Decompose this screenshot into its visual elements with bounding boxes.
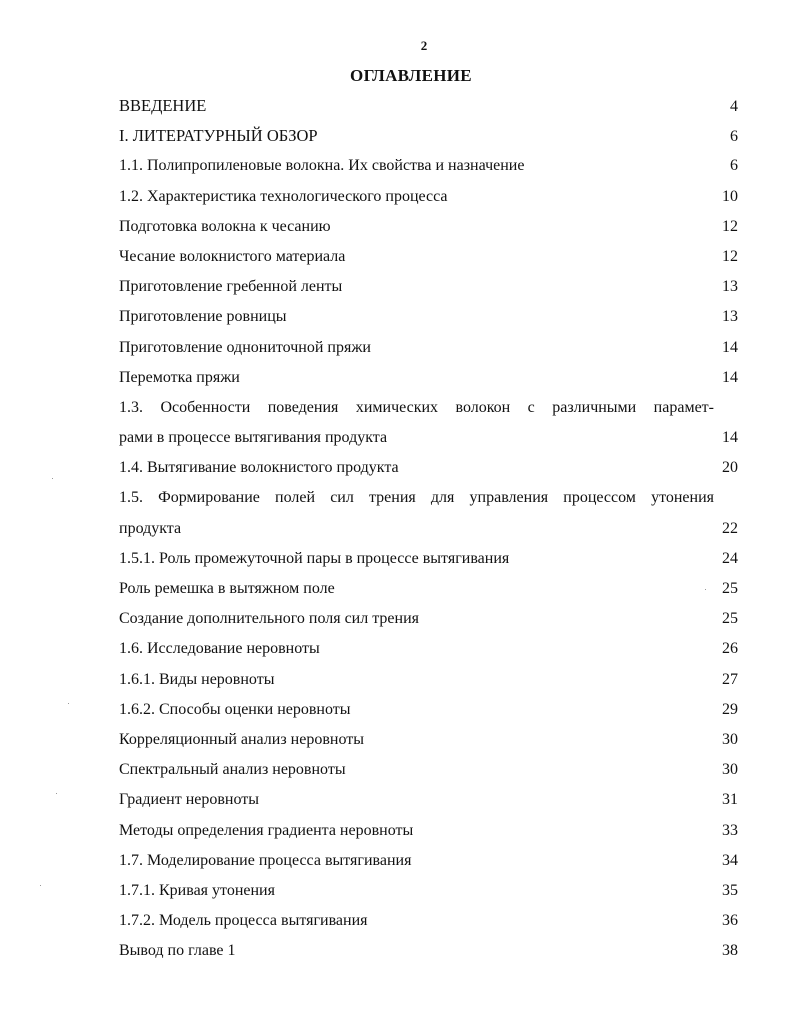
toc-entry-title: 1.7.1. Кривая утонения: [119, 881, 275, 899]
toc-entry-page: 14: [722, 338, 738, 356]
toc-row: [119, 544, 738, 574]
toc-row: [119, 91, 738, 121]
toc-entry-page: 30: [722, 761, 738, 779]
toc-row: [119, 302, 738, 332]
table-of-contents: [119, 91, 738, 966]
toc-entry-page: 38: [722, 942, 738, 960]
toc-entry-page: 10: [722, 187, 738, 205]
toc-entry-page: 29: [722, 700, 738, 718]
scan-speck: [68, 703, 69, 704]
toc-entry-title: 1.7. Моделирование процесса вытягивания: [119, 851, 412, 869]
toc-entry-page: 13: [722, 278, 738, 296]
toc-entry-title: Приготовление ровницы: [119, 308, 287, 326]
toc-entry-page: 22: [722, 519, 738, 537]
toc-entry-page: 27: [722, 670, 738, 688]
toc-entry-page: 12: [722, 247, 738, 265]
toc-row: [119, 604, 738, 634]
toc-row: [119, 695, 738, 725]
toc-row: [119, 333, 738, 363]
toc-row: [119, 936, 738, 966]
toc-row: [119, 393, 738, 423]
toc-entry-title: Градиент неровноты: [119, 791, 260, 809]
toc-entry-page: 14: [722, 429, 738, 447]
page-title: ОГЛАВЛЕНИЕ: [350, 66, 472, 85]
toc-row: [119, 151, 738, 181]
toc-entry-page: 6: [730, 157, 738, 175]
toc-entry-title: Методы определения градиента неровноты: [119, 821, 414, 839]
toc-entry-title: 1.7.2. Модель процесса вытягивания: [119, 912, 368, 930]
toc-entry-title: Приготовление гребенной ленты: [119, 278, 343, 296]
toc-row: [119, 182, 738, 212]
toc-entry-title: Спектральный анализ неровноты: [119, 761, 346, 779]
toc-entry-title: 1.3. Особенности поведения химических волокон с различными парамет-: [119, 398, 714, 416]
toc-entry-page: 14: [722, 368, 738, 386]
toc-entry-title: Корреляционный анализ неровноты: [119, 730, 364, 748]
toc-entry-page: 33: [722, 821, 738, 839]
toc-entry-title: рами в процессе вытягивания продукта: [119, 429, 388, 447]
toc-row: [119, 785, 738, 815]
toc-entry-title: 1.6.1. Виды неровноты: [119, 670, 275, 688]
toc-row: [119, 725, 738, 755]
toc-entry-page: 25: [722, 610, 738, 628]
toc-row: [119, 212, 738, 242]
scan-speck: [52, 478, 53, 479]
toc-row: [119, 906, 738, 936]
toc-row: [119, 876, 738, 906]
toc-row: [119, 514, 738, 544]
toc-entry-title: Вывод по главе 1: [119, 942, 236, 960]
toc-entry-page: 24: [722, 549, 738, 567]
toc-row: [119, 423, 738, 453]
toc-entry-page: 26: [722, 640, 738, 658]
toc-row: [119, 816, 738, 846]
toc-entry-title: Перемотка пряжи: [119, 368, 240, 386]
toc-entry-title: 1.1. Полипропиленовые волокна. Их свойства и назначение: [119, 157, 525, 175]
toc-entry-page: 6: [730, 128, 738, 146]
toc-row: [119, 363, 738, 393]
toc-entry-title: Чесание волокнистого материала: [119, 247, 346, 265]
toc-entry-page: 13: [722, 308, 738, 326]
scan-speck: [40, 885, 41, 886]
toc-entry-title: 1.5.1. Роль промежуточной пары в процессе вытягивания: [119, 549, 510, 567]
toc-entry-title: 1.2. Характеристика технологического процесса: [119, 187, 448, 205]
toc-row: [119, 483, 738, 513]
toc-row: [119, 453, 738, 483]
toc-entry-page: 31: [722, 791, 738, 809]
toc-entry-title: Подготовка волокна к чесанию: [119, 217, 331, 235]
toc-entry-page: 30: [722, 730, 738, 748]
toc-entry-title: продукта: [119, 519, 182, 537]
toc-entry-title: Роль ремешка в вытяжном поле: [119, 580, 335, 597]
toc-entry-page: 4: [730, 98, 738, 115]
toc-row: [119, 242, 738, 272]
toc-entry-page: 12: [722, 217, 738, 235]
toc-entry-title: 1.4. Вытягивание волокнистого продукта: [119, 459, 399, 477]
toc-row: [119, 121, 738, 151]
toc-row: [119, 272, 738, 302]
toc-entry-page: 34: [722, 851, 738, 869]
toc-entry-page: 20: [722, 459, 738, 477]
toc-entry-title: 1.6.2. Способы оценки неровноты: [119, 700, 351, 718]
scan-speck: [705, 589, 706, 590]
toc-row: [119, 574, 738, 604]
toc-entry-title: 1.6. Исследование неровноты: [119, 640, 320, 658]
toc-entry-title: Создание дополнительного поля сил трения: [119, 610, 419, 628]
toc-entry-page: 36: [722, 912, 738, 930]
scan-speck: [56, 793, 57, 794]
toc-row: [119, 665, 738, 695]
toc-entry-page: 35: [722, 881, 738, 899]
toc-entry-title: 1.5. Формирование полей сил трения для управления процессом утонения: [119, 489, 714, 507]
toc-row: [119, 755, 738, 785]
toc-entry-page: 25: [722, 580, 738, 597]
toc-row: [119, 846, 738, 876]
toc-entry-title: ВВЕДЕНИЕ: [119, 96, 207, 115]
toc-entry-title: I. ЛИТЕРАТУРНЫЙ ОБЗОР: [119, 126, 318, 146]
toc-entry-title: Приготовление однониточной пряжи: [119, 338, 371, 356]
page-number: 2: [420, 38, 428, 53]
toc-row: [119, 634, 738, 664]
